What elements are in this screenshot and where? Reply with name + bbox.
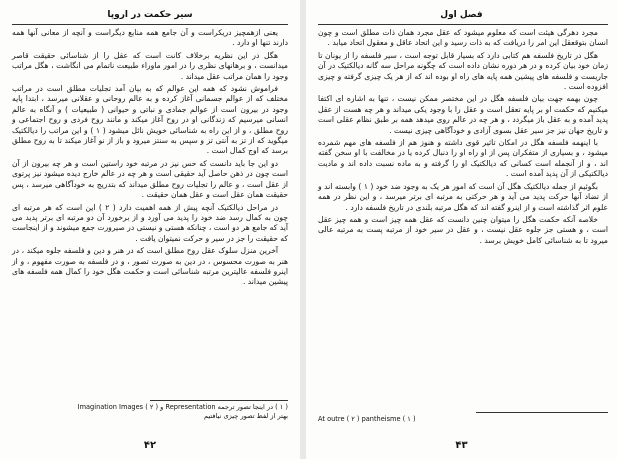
- paragraph: در مراحل دیالکتیک آنچه پیش از همه اهمیت دارد ( ۲ ) این است که هر مرتبه ای چون به کمال رسد ضد خود را پدید می آورد و از برخورد آن دو مرتبه ای برتر پدید می آید که جامع هر دو است ، چنانکه هستی و نیستی در صیرورت جمع میشوند و از اینجاست که حقیقت را جز در سیر و حرکت نمیتوان یافت .: [12, 202, 288, 243]
- paragraph: بگوئیم از جمله دیالکتیک هگل آن است که امور هر یک به وجود ضد خود ( ۱ ) وابسته اند و از تضاد آنها حرکت پدید می آید و هر حرکتی به مرتبه ای برتر میرسد ، و این نظر در همه علوم اثر گذاشته است و از اینرو گفته اند که هگل مرتبه بلندی در تاریخ فلسفه دارد .: [318, 181, 608, 212]
- page-number-left: ۴۲: [143, 440, 157, 451]
- paragraph: هگل در این نظریه برخلاف کانت است که عقل را از شناسائی حقیقت قاصر میدانست ، و برهانهای نظری را در امور ماوراء طبیعت ناتمام می انگاشت ، هگل مراتب وجود را همان مراتب عقل میداند .: [12, 50, 288, 81]
- paragraph: خلاصه آنکه حکمت هگل را میتوان چنین دانست که عقل همه چیز است و همه چیز عقل است ، و هستی جز جلوه عقل نیست ، و عقل در سیر خود از مرتبه پست به مرتبه عالی میرود تا به شناسائی کامل خویش برسد .: [318, 214, 608, 245]
- page-number-right: ۴۳: [455, 440, 468, 451]
- footnote-rule-left: [150, 400, 288, 401]
- body-text-right: [318, 28, 608, 248]
- footnotes-left: [12, 403, 288, 420]
- paragraph: دو این جا باید دانست که حس نیز در مرتبه خود راستین است و هر چه بیرون از آن است چون در ذهن حاصل آید حقیقی است و هر چه در عالم خارج دیده میشود نیز پرتوی از عقل است ، و عالم را تجلیات روح مطلق میداند که بتدریج به خودآگاهی میرسد ، پس حقیقت همان عقل است و عقل همان حقیقت .: [12, 158, 288, 200]
- paragraph: یعنی ازهمچیز دریکراست و آن جامع همه منابع دیگراست و آنچه از معانی آنها همه دارند تنها او دارد .: [12, 28, 288, 48]
- footnote-line: ( ۱ ) در اینجا تصور ترجمه Representation و ( ۲ ) Imagination Images: [77, 403, 288, 411]
- footnote-line: At outre ( ۲ ) pantheisme ( ۱ ): [318, 415, 416, 423]
- paragraph: مجرد دهرگی هیئت است که معلوم میشود که عقل مجرد همان ذات مطلق است و چون انسان بتوقعقل این امر را دریافت که به ذات رسید و این اتحاد عاقل و معقول اتحاد میابد .: [318, 28, 608, 48]
- paragraph: آخرین منزل سلوک عقل روح مطلق است که در هنر و دین و فلسفه جلوه میکند ، در هنر به صورت محسوس ، در دین به صورت تصور ، و در فلسفه به صورت مفهوم ، و از اینرو فلسفه عالیترین مرتبه شناسائی است و حکمت هگل خود را کمال همه فلسفه های پیشین میداند .: [12, 246, 288, 287]
- footnotes-right: [318, 415, 608, 424]
- paragraph: هگل در تاریخ فلسفه هم کتابی دارد که بسیار قابل توجه است ، سیر فلسفه را از یونان تا زمان خود بیان کرده و در هر دوره نشان داده است که چگونه مراحل سه گانه دیالکتیک در آن جاریست و فلسفه های پیشین همه پایه های راه او بوده اند که از هر یک چیزی گرفته و چیزی افزوده است .: [318, 50, 608, 92]
- footnote-line: بهتر از لفظ تصور چیزی نیافتیم: [204, 411, 288, 420]
- paragraph: فراموش نشود که همه این عوالم که به بیان آمد تجلیات مطلق است در مراتب مختلف که از عوالم جسمانی آغاز کرده و به عالم روحانی و عقلانی میرسد ، ابتدا پایه وجود در بیرون است از عوالم جمادی و نباتی و حیوانی ( طبیعیات ) و آنگاه به عالم انسانی میرسیم که زندگانی او در روح آغاز میکند و مانند روح فردی و روح اجتماعی و روح مطلق ، و از این راه به شناسائی خویش نائل میشود ( ۱ ) و این مراتب را دیالکتیک میگوید که از تز به آنتی تز و سپس به سنتز میرود و باز از نو آغاز میکند تا به روح مطلق برسد که اوج کمال است .: [12, 84, 289, 156]
- header-rule-left: [12, 24, 288, 25]
- body-text-left: [12, 28, 288, 290]
- paragraph: با اینهمه فلسفه هگل در امکان تاثیر قوی داشته و هنوز هم از فلسفه های مهم شمرده میشود ، و بسیاری از متفکران پس از او راه او را دنبال کرده یا در مخالفت با او سخن گفته اند ، و از آنجمله است کسانی که دیالکتیک او را گرفته و به ماده نسبت داده اند و مادیت دیالکتیکی از آن پدید آمده است .: [318, 138, 608, 179]
- running-header-left: سیر حکمت در اروپا: [107, 10, 193, 20]
- header-rule-right: [318, 24, 608, 25]
- footnote-rule-right: [476, 412, 608, 413]
- right-page: [306, 0, 617, 459]
- left-page: [0, 0, 300, 459]
- running-header-right: فصل اول: [440, 10, 483, 20]
- paragraph: چون بهمه جهت بیان فلسفه هگل در این مختصر ممکن نیست ، تنها به اشاره ای اکتفا میکنیم که حکمت او بر پایه تعقل است و عقل را با وجود یکی میداند و هر چه هست از عقل پدید آمده و به عقل باز میگردد ، و هر چه در عالم روی میدهد همه بر طبق نظام عقلی است و تاریخ جهان نیز جز سیر عقل بسوی آزادی و خودآگاهی چیزی نیست .: [318, 94, 608, 135]
